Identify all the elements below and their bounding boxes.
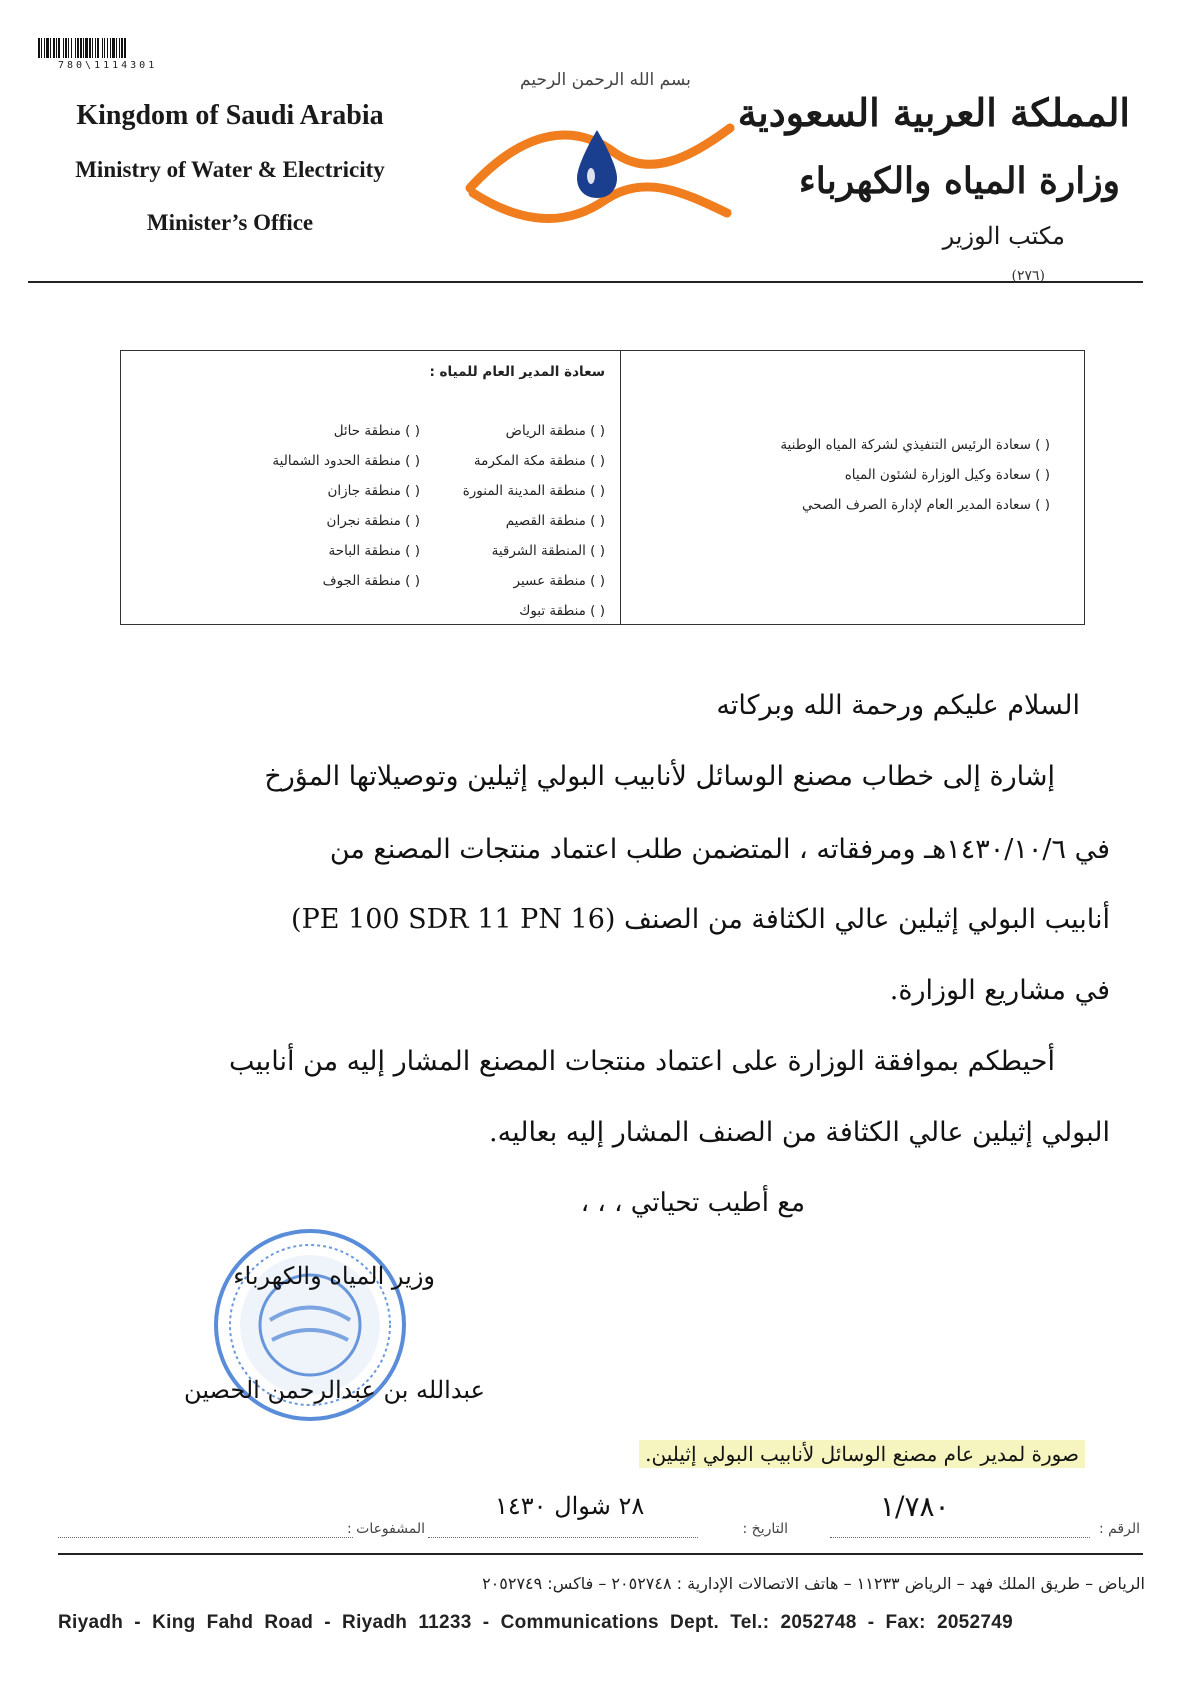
barcode-bar [41,38,42,58]
reference-attachments-label: المشفوعات : [346,1521,425,1537]
header-ar-office: مكتب الوزير [942,222,1065,250]
header-en-office: Minister’s Office [146,210,314,235]
barcode-bar [75,38,76,58]
barcode-bar [102,38,103,58]
region-najran: ( ) منطقة نجران [326,513,420,529]
signature-title: وزير المياه والكهرباء [233,1262,435,1290]
barcode-bar [119,38,120,58]
region-northern-borders: ( ) منطقة الحدود الشمالية [272,453,420,469]
barcode-bar [53,38,55,58]
barcode-bar [116,38,117,58]
region-hail: ( ) منطقة حائل [333,423,420,439]
ministry-logo [465,118,735,228]
barcode-bar [121,38,123,58]
reference-attachments-line [58,1537,353,1538]
region-asir: ( ) منطقة عسير [513,573,605,589]
barcode-bar [110,38,111,58]
barcode-bar [38,38,40,58]
reference-number-line [830,1537,1090,1538]
region-makkah: ( ) منطقة مكة المكرمة [473,453,605,469]
region-tabuk: ( ) منطقة تبوك [519,603,605,619]
distribution-heading: سعادة المدير العام للمياه : [429,364,605,380]
region-eastern: ( ) المنطقة الشرقية [491,543,605,559]
header-ar-ministry: وزارة المياه والكهرباء [798,160,1120,202]
paragraph-1-line-1: إشارة إلى خطاب مصنع الوسائل لأنابيب البولي إثيلين وتوصيلاتها المؤرخ [264,761,1055,792]
barcode-bar [65,38,67,58]
barcode-bar [58,38,60,58]
barcode-bar [85,38,88,58]
barcode-bar [92,38,93,58]
barcode-bar [89,38,91,58]
reference-date-value: ٢٨ شوال ١٤٣٠ [495,1492,645,1520]
header-en-ministry: Ministry of Water & Electricity [75,157,385,182]
reference-date-label: التاريخ : [742,1521,788,1537]
region-jazan: ( ) منطقة جازان [327,483,420,499]
signature-name: عبدالله بن عبدالرحمن الحصين [184,1376,485,1404]
header-ref-code: (٢٧٦) [1011,268,1045,284]
paragraph-2-line-2: البولي إثيلين عالي الكثافة من الصنف المشار إليه بعاليه. [489,1117,1110,1148]
barcode-bar [95,38,96,58]
barcode-bar [46,38,49,58]
barcode-bar [68,38,69,58]
barcode-bar [124,38,126,58]
paragraph-1-line-3: أنابيب البولي إثيلين عالي الكثافة من الصنف (PE 100 SDR 11 PN 16) [291,904,1110,935]
footer-address-ar: الرياض – طريق الملك فهد – الرياض ١١٢٣٣ – هاتف الاتصالات الإدارية : ٢٠٥٢٧٤٨ – فاكس: ٢٠٥٢٧٤٩ [482,1574,1145,1593]
header-en-kingdom: Kingdom of Saudi Arabia [76,100,384,131]
barcode-bar [50,38,51,58]
barcode-bar [77,38,79,58]
cc-line: صورة لمدير عام مصنع الوسائل لأنابيب البولي إثيلين. [639,1440,1085,1468]
barcode-bar [107,38,108,58]
basmala: بسم الله الرحمن الرحيم [520,70,691,90]
header-ar-kingdom: المملكة العربية السعودية [737,90,1130,135]
reference-number-label: الرقم : [1098,1521,1140,1537]
region-baha: ( ) منطقة الباحة [328,543,420,559]
barcode-bar [80,38,82,58]
distribution-divider [620,350,621,625]
region-riyadh: ( ) منطقة الرياض [505,423,605,439]
recipient-deputy: ( ) سعادة وكيل الوزارة لشئون المياه [844,467,1050,483]
barcode-bar [63,38,64,58]
reference-date-line [428,1537,698,1538]
region-madinah: ( ) منطقة المدينة المنورة [462,483,605,499]
footer-divider [58,1553,1143,1555]
greeting: السلام عليكم ورحمة الله وبركاته [716,690,1080,721]
region-qassim: ( ) منطقة القصيم [505,513,605,529]
header-divider [28,281,1143,283]
barcode-bar [83,38,84,58]
barcode-bar [44,38,45,58]
reference-number-value: ١/٧٨٠ [880,1490,950,1523]
barcode-bar [71,38,72,58]
recipient-ceo: ( ) سعادة الرئيس التنفيذي لشركة المياه الوطنية [780,437,1050,453]
barcode-bar [112,38,115,58]
region-jouf: ( ) منطقة الجوف [322,573,420,589]
barcode-bar [97,38,99,58]
barcode-number: 780\1114301 [58,60,158,71]
recipient-sanitation: ( ) سعادة المدير العام لإدارة الصرف الصحي [801,497,1050,513]
barcode-bar [104,38,105,58]
paragraph-1-line-4: في مشاريع الوزارة. [889,975,1110,1006]
footer-address-en: Riyadh - King Fahd Road - Riyadh 11233 - Communications Dept. Tel.: 2052748 - Fax: 2052749 [58,1612,1014,1633]
paragraph-1-line-2: في ١٤٣٠/١٠/٦هـ ومرفقاته ، المتضمن طلب اعتماد منتجات المصنع من [329,834,1110,865]
closing: مع أطيب تحياتي ، ، ، [580,1188,805,1218]
barcode-bar [56,38,57,58]
paragraph-2-line-1: أحيطكم بموافقة الوزارة على اعتماد منتجات المصنع المشار إليه من أنابيب [229,1046,1055,1077]
